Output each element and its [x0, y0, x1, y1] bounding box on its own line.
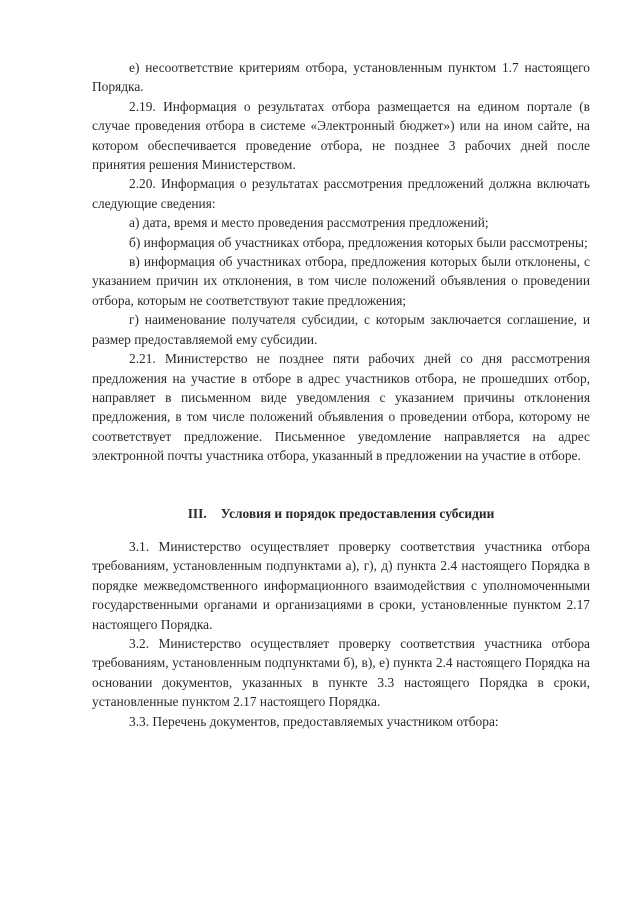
section-heading — [92, 504, 590, 523]
paragraph-2-20: 2.20. Информация о результатах рассмотрения предложений должна включать следующие сведения: — [92, 176, 590, 211]
paragraph-item-b: б) информация об участниках отбора, предложения которых были рассмотрены; — [129, 234, 588, 250]
paragraph-2-21: 2.21. Министерство не позднее пяти рабочих дней со дня рассмотрения предложения на участие в отборе в адрес участников отбора, не прошедших отбор, направляет в письменном виде уведомления с указанием причины отклонения предложения, в том числе положений объявления о проведении отбора, которому не соответствует предложение. Письменное уведомление направляется на адрес электронной почты участника отбора, указанный в предложении на участие в отборе. — [92, 351, 590, 464]
section-number: III. — [187, 505, 207, 521]
paragraph-item-g: г) наименование получателя субсидии, с которым заключается соглашение, и размер предоставляемой ему субсидии. — [92, 312, 590, 347]
paragraph-item-e: е) несоответствие критериям отбора, установленным пунктом 1.7 настоящего Порядка. — [92, 60, 590, 95]
paragraph-3-2: 3.2. Министерство осуществляет проверку соответствия участника отбора требованиям, установленным подпунктами б), в), е) пункта 2.4 настоящего Порядка на основании документов, указанных в пункте 3.3 настоящего Порядка в сроки, установленные пунктом 2.17 настоящего Порядка. — [92, 635, 590, 710]
paragraph-3-1: 3.1. Министерство осуществляет проверку соответствия участника отбора требованиям, установленным подпунктами а), г), д) пункта 2.4 настоящего Порядка в порядке межведомственного информационного взаимодействия с уполномоченными государственными органами и организациями в сроки, установленные пунктом 2.17 настоящего Порядка. — [92, 538, 590, 632]
paragraph-item-a: а) дата, время и место проведения рассмотрения предложений; — [129, 215, 489, 231]
paragraph-item-v: в) информация об участниках отбора, предложения которых были отклонены, с указанием причин их отклонения, в том числе положений объявления о проведении отбора, которым не соответствуют такие предложения; — [92, 254, 590, 308]
section-title: Условия и порядок предоставления субсидии — [220, 505, 495, 521]
paragraph-3-3: 3.3. Перечень документов, предоставляемых участником отбора: — [129, 713, 499, 729]
paragraph-2-19: 2.19. Информация о результатах отбора размещается на едином портале (в случае проведения отбора в системе «Электронный бюджет») или на ином сайте, на котором обеспечивается проведение отбора, не позднее 3 рабочих дней после принятия решения Министерством. — [92, 98, 590, 173]
document-body — [92, 58, 590, 731]
